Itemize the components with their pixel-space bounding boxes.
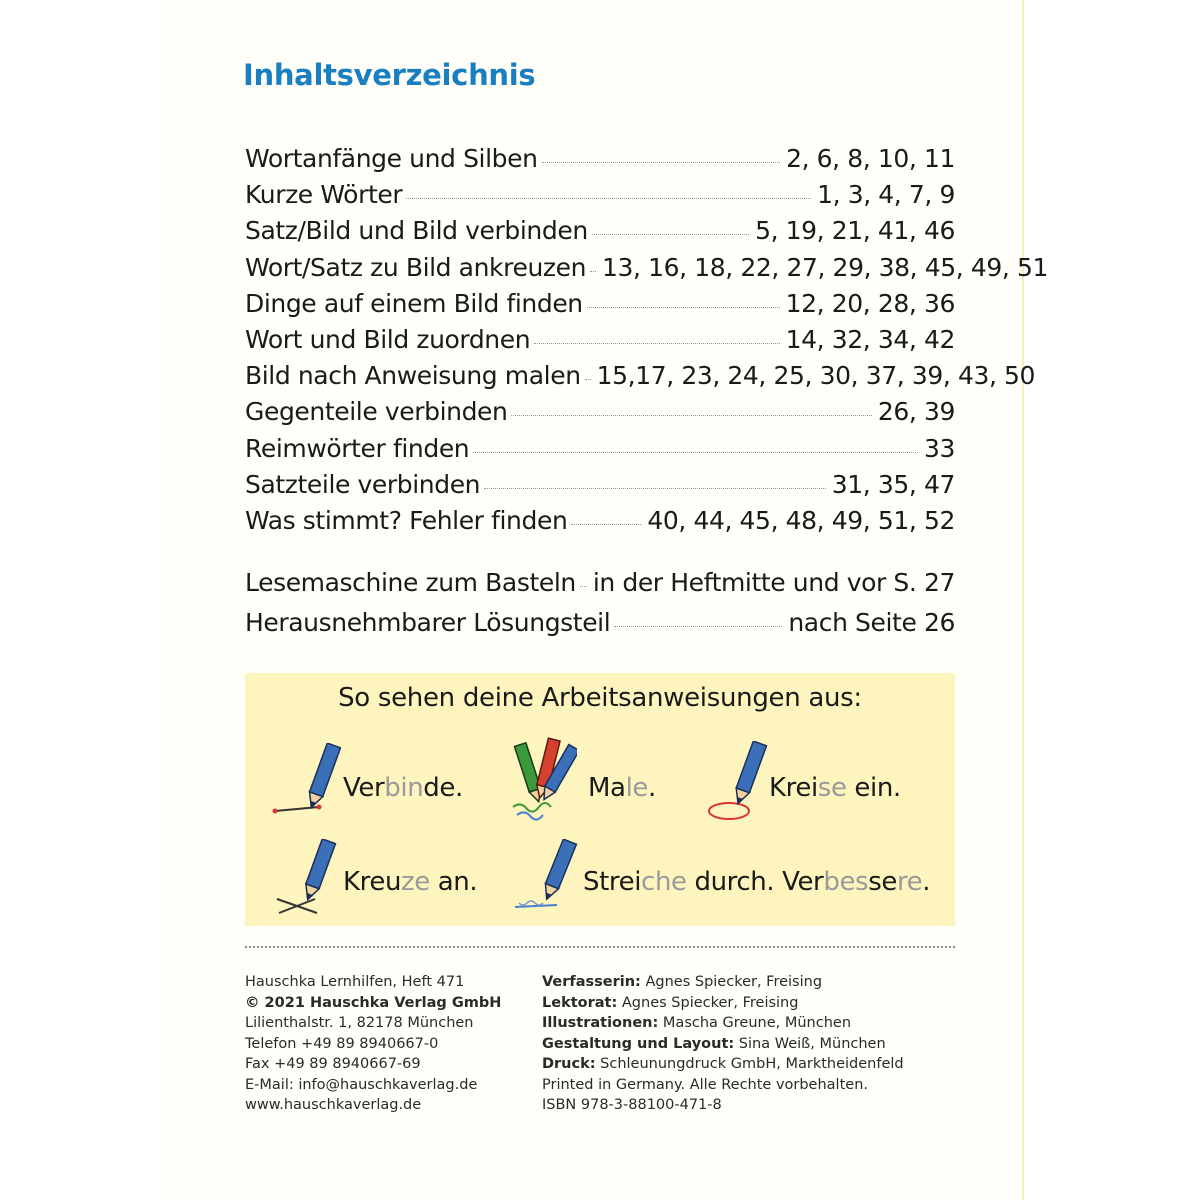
toc-label: Wort und Bild zuordnen [245, 324, 531, 354]
instructions-heading: So sehen deine Arbeitsanweisungen aus: [338, 683, 862, 713]
toc-leader-dots [571, 524, 641, 525]
toc-leader-dots [585, 379, 591, 380]
toc-label: Bild nach Anweisung malen [245, 361, 581, 391]
toc-label: Herausnehmbarer Lösungsteil [245, 608, 611, 637]
imprint-line: Printed in Germany. Alle Rechte vorbehalten. [542, 1076, 868, 1093]
syllable: Ma [588, 773, 626, 803]
toc-pages: in der Heftmitte und vor S. 27 [592, 568, 955, 597]
pencil-cross-icon [273, 839, 343, 919]
syllable: se [868, 867, 897, 897]
imprint-line: Druck: Schleunungdruck GmbH, Marktheidenfeld [542, 1056, 904, 1072]
toc-pages: 5, 19, 21, 41, 46 [755, 216, 955, 246]
imprint-line: Verfasserin: Agnes Spiecker, Freising [542, 974, 823, 990]
toc-row [245, 216, 955, 252]
table-of-contents [245, 144, 1048, 542]
toc-leader-dots [534, 343, 779, 344]
toc-pages: 33 [923, 433, 955, 463]
imprint-line: www.hauschkaverlag.de [245, 1097, 422, 1113]
imprint-line: Gestaltung und Layout: Sina Weiß, München [542, 1035, 886, 1052]
toc-row [245, 289, 955, 325]
toc-label: Satzteile verbinden [245, 469, 481, 499]
toc-pages: 13, 16, 18, 22, 27, 29, 38, 45, 49, 51 [602, 252, 1048, 282]
toc-label: Dinge auf einem Bild finden [245, 288, 583, 318]
toc-pages: 1, 3, 4, 7, 9 [817, 180, 955, 210]
toc-row [245, 252, 1048, 289]
syllable-gray: ze [401, 867, 430, 897]
pencil-connect-icon [271, 743, 341, 823]
toc-pages: 12, 20, 28, 36 [785, 288, 955, 318]
syllable: Krei [769, 773, 818, 803]
toc-row [245, 608, 955, 648]
instruction-kreise-ein [769, 773, 901, 803]
toc-row [245, 397, 955, 433]
extra-contents [245, 568, 955, 648]
toc-row [245, 470, 955, 506]
imprint-line: Hauschka Lernhilfen, Heft 471 [245, 974, 465, 990]
toc-pages: 2, 6, 8, 10, 11 [786, 144, 955, 173]
toc-row [245, 434, 955, 470]
imprint-line: Telefon +49 89 8940667-0 [245, 1035, 439, 1052]
toc-leader-dots [406, 198, 811, 199]
imprint-line: Fax +49 89 8940667-69 [245, 1056, 421, 1072]
toc-label: Was stimmt? Fehler finden [245, 505, 568, 535]
toc-row [245, 568, 955, 608]
toc-leader-dots [542, 162, 781, 163]
imprint-publisher [245, 972, 501, 1116]
syllable: Strei [583, 867, 642, 897]
toc-label: Gegenteile verbinden [245, 397, 508, 427]
syllable: an. [429, 867, 478, 897]
instructions-box [245, 673, 955, 926]
imprint-line: © 2021 Hauschka Verlag GmbH [245, 994, 502, 1011]
toc-pages: 40, 44, 45, 48, 49, 51, 52 [647, 505, 955, 535]
syllable: . [648, 773, 656, 803]
toc-label: Wortanfänge und Silben [245, 144, 538, 173]
imprint-line: E-Mail: info@hauschkaverlag.de [245, 1076, 478, 1093]
syllable-gray: bes [823, 867, 869, 897]
imprint-credits [542, 972, 904, 1116]
syllable: de. [423, 773, 463, 803]
toc-leader-dots [484, 488, 826, 489]
toc-leader-dots [590, 271, 596, 272]
toc-row [245, 361, 1036, 397]
syllable-gray: che [641, 867, 687, 897]
toc-leader-dots [587, 307, 780, 308]
syllable: Kreu [343, 867, 402, 897]
toc-pages: nach Seite 26 [788, 608, 955, 637]
syllable-gray: bin [384, 773, 424, 803]
syllable: ein. [846, 773, 901, 803]
toc-label: Wort/Satz zu Bild ankreuzen [245, 252, 587, 282]
toc-pages: 15,17, 23, 24, 25, 30, 37, 39, 43, 50 [596, 361, 1036, 391]
instruction-streiche-durch [583, 867, 930, 897]
toc-leader-dots [473, 452, 918, 453]
toc-row [245, 506, 955, 542]
syllable-gray: re [896, 867, 923, 897]
toc-label: Satz/Bild und Bild verbinden [245, 216, 588, 246]
imprint-line: Lektorat: Agnes Spiecker, Freising [542, 994, 799, 1011]
crayons-paint-icon [507, 737, 577, 827]
toc-leader-dots [580, 586, 587, 587]
imprint-line: Lilienthalstr. 1, 82178 München [245, 1015, 474, 1031]
instruction-verbinde [343, 773, 463, 803]
toc-row [245, 144, 955, 180]
pencil-circle-icon [705, 741, 775, 825]
syllable: durch. Ver [686, 867, 824, 897]
syllable: Ver [343, 773, 385, 803]
toc-pages: 14, 32, 34, 42 [785, 324, 955, 354]
toc-leader-dots [614, 626, 782, 627]
toc-pages: 26, 39 [877, 397, 955, 427]
toc-leader-dots [511, 415, 871, 416]
pencil-strike-icon [511, 839, 581, 919]
toc-row [245, 325, 955, 361]
toc-label: Reimwörter finden [245, 433, 470, 463]
divider [245, 946, 955, 948]
syllable-gray: le [625, 773, 648, 803]
syllable: . [922, 867, 931, 897]
instruction-male [588, 773, 656, 803]
toc-pages: 31, 35, 47 [831, 469, 955, 499]
imprint-line: ISBN 978-3-88100-471-8 [542, 1097, 722, 1113]
toc-label: Kurze Wörter [245, 180, 403, 210]
toc-leader-dots [592, 234, 749, 235]
toc-label: Lesemaschine zum Basteln [245, 568, 576, 597]
toc-row [245, 180, 955, 216]
instruction-kreuze-an [343, 867, 477, 897]
imprint-line: Illustrationen: Mascha Greune, München [542, 1015, 852, 1031]
syllable-gray: se [817, 773, 847, 803]
page-title: Inhaltsverzeichnis [243, 58, 536, 92]
